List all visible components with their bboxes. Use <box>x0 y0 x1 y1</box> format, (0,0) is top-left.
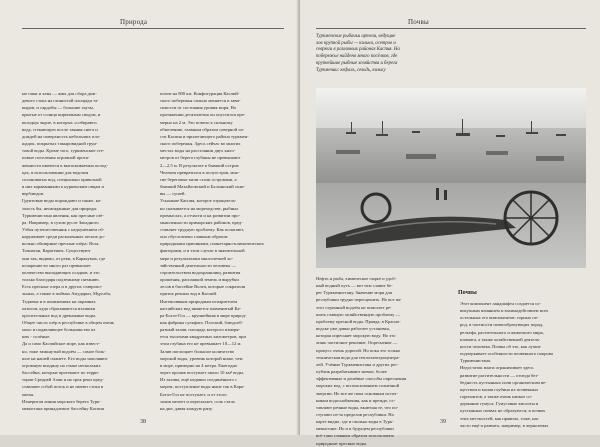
text-line: девого стока на глинистой площади та- <box>22 98 99 104</box>
text-line: вольно обширные пресные озёра: Ясха, <box>22 241 100 247</box>
text-line: оно обусловлено главным образом <box>160 234 228 240</box>
text-line: род, в частности почвообразующих пород, <box>460 322 544 328</box>
text-line: только благодаря подземному питанию. <box>22 277 100 283</box>
text-line: количество выпадающих осадков, и это <box>22 269 100 275</box>
text-line: Нефть и рыба, химическое сырьё и удоб- <box>316 276 397 281</box>
text-line: ского побережья сильно меняется в зави- <box>160 98 241 104</box>
right-header-rule <box>316 28 586 29</box>
text-line: Этот компонент ландшафта создается со- <box>460 301 541 306</box>
text-line: ности человека. Почвы об это, как лучше <box>460 343 541 349</box>
text-line: 2—2,5 м. В результате в бывший остров <box>160 162 239 168</box>
text-line: каспийских вод является знаменитый Ка- <box>160 305 242 311</box>
text-line: промыслах, а отчасти и на развитии про- <box>160 212 241 218</box>
text-line: ступают из-за пределов республики. На <box>316 411 394 417</box>
text-line: развитие растительности — отсюда без- <box>460 372 539 378</box>
left-page <box>0 0 300 435</box>
text-line: мышленности приморских районов, пред- <box>160 219 243 225</box>
left-column-1 <box>22 90 146 420</box>
text-line: обмелению, главным образом северной ча- <box>160 126 245 132</box>
text-line: ского побережья. Здесь сейчас во многих <box>160 141 241 147</box>
text-line: Узбоя путешественник с недоумением об- <box>22 226 105 232</box>
text-line: шое на нашей планете. Его воды заполняют <box>22 355 108 361</box>
text-line: Челекен превратился в полуостров, мно- <box>160 169 240 175</box>
text-line: Есть пресные озера и в других ставропо- <box>22 284 103 290</box>
text-line: мере и результатами многолетней хо- <box>160 255 234 261</box>
text-line: наруживает среди раскаленных песков до- <box>22 234 106 240</box>
caption-line: лов крупной рыбы — кильки, осетров и <box>316 40 396 46</box>
text-line: часто ещё и развито, например, в черноземах <box>460 422 549 428</box>
text-line: рельефа, растительного и животного мира, <box>460 329 544 335</box>
text-line: них - солёные. <box>22 334 51 340</box>
text-line: подчеркивает особенности почвенного покрова <box>460 351 553 357</box>
text-line: ставляют собой поток и не имеют стока в <box>22 384 104 390</box>
text-line: воду, стекающую после таяния снега и <box>22 126 98 132</box>
text-line: мерно на 2 м. Это повело к сильному <box>160 119 233 125</box>
text-line: республики трудно переоценить. Но все же <box>316 297 401 303</box>
text-line: метров от берега глубины не превышают <box>160 155 241 161</box>
text-line: эффективные и дешёвые способы опреснения <box>316 376 407 382</box>
text-line: бедность пустынных почв органическим ве- <box>460 379 547 385</box>
text-line: держание гумуса. Гумусовые кислоты в <box>460 401 539 407</box>
text-line: проблему пресной воды. Правда, в Красно- <box>316 318 401 324</box>
text-line: местах воды на расстоянии двух кило- <box>160 148 236 154</box>
text-line: морских вод, с использованием солнечной <box>316 383 400 389</box>
text-line: льных, а также в поймах Амударьи, Мургаба, <box>22 291 112 297</box>
text-line: ра-Богаз-Гол — крупнейшая в мире природ- <box>160 312 247 318</box>
text-line: публик разрабатывают новые, более <box>316 369 387 375</box>
text-line: ный водный путь — вот чем славит бе- <box>316 283 393 289</box>
text-line: через пролив поступает около 10 км³ воды. <box>160 370 245 376</box>
text-line: бывший Махайловский и Балханский зали- <box>160 184 245 190</box>
text-line: остальных его компонентов: горных по- <box>460 315 539 321</box>
text-line: ра. Например, в сухом русле Западного <box>22 219 99 225</box>
text-line: в них караванными к куркенским овцам и <box>22 184 104 190</box>
text-line: почти на 800 км. Конфигурация Каспий- <box>160 91 240 96</box>
text-line: Богаз-Гол не поступает, и от этого <box>160 391 227 397</box>
text-line: Общее число озёр в республике в общем очень <box>22 320 115 325</box>
text-line: симости от состояния уровня моря. На <box>160 105 236 111</box>
right-column-1 <box>316 275 446 446</box>
text-line: цах, в использовании для водопоя <box>22 169 89 175</box>
text-line: в море, примерно на 4 метра. Ежегодно <box>160 362 238 368</box>
text-line: морской воды, уровень которой ниже, чем <box>160 355 243 361</box>
text-line: строительством водохранилищ, развития <box>160 269 241 275</box>
text-line: природными причинами, планетарно-климатических <box>160 241 264 247</box>
text-line: климата, а также хозяйственной деятель- <box>460 336 541 342</box>
text-line: процесс очень дорогой. Но пока это только <box>316 347 401 353</box>
text-line: крытые от солнца кирпичным сводом, и <box>22 112 101 118</box>
text-line: колодцы чирле, в которых «собирают» <box>22 119 98 125</box>
text-line: водске уже давно работает установка, <box>316 326 390 332</box>
text-line: верблюдов. <box>22 191 45 197</box>
text-line: зяйственной деятельности человека — <box>160 262 236 268</box>
photo-caption <box>316 34 556 74</box>
text-line: ется тысячами квадратных километров, при <box>160 334 246 340</box>
text-line: ная фабрика сульфата. Плоский, блюдооб- <box>160 320 243 325</box>
text-line: сти Каспия и прилегающего района туркмен- <box>160 133 249 139</box>
text-line: кыров, и сардобы — большие хаузы, <box>22 105 94 111</box>
text-line: морем, поступление воды ныне так в Кара- <box>160 384 245 390</box>
section-title-pochvy: Почвы <box>458 290 477 296</box>
text-line: менистане. Но и в будущем республики <box>316 426 394 432</box>
text-line: ществом и малая глубина их почвенных <box>460 386 539 392</box>
caption-line: крупнейшие рыбные хозяйства и берега <box>316 60 398 66</box>
text-line: приток речных вод в Каспий. <box>160 291 218 297</box>
caption-line: побережье найдено много посёлков, где <box>316 54 398 60</box>
caption-line: севрюги в различных районах Каспия. На <box>316 47 400 53</box>
text-line: испарение во много раз превышает <box>22 262 91 268</box>
text-line: Туркменистана. <box>460 358 492 364</box>
text-line: женности имеются в вытаскиваемых колод- <box>22 162 108 168</box>
text-line: гие береговые мели стали островами, а <box>160 176 237 182</box>
text-line: всё-таки главным образом использовать <box>316 433 395 439</box>
text-line: на дне, давая каждую рапу. <box>160 405 213 411</box>
photo-illustration <box>316 88 586 268</box>
text-line: рег Туркменистану. Значение моря для <box>316 290 392 296</box>
text-line: Из залива, ещё недавно соединённого с <box>160 377 238 383</box>
right-page-number: 39 <box>440 419 446 425</box>
text-line: бассейна, которые протекают по терри- <box>22 370 100 376</box>
text-line: океан. <box>22 391 35 397</box>
text-line: товой воды. Кроме того, туркменские сте- <box>22 148 105 154</box>
text-line: энергии. Но все же пока основным источ- <box>316 390 398 396</box>
left-page-number: 38 <box>140 419 146 425</box>
text-line: Залив поглощает большое количество <box>160 348 235 354</box>
text-line: лесов в бассейне Волги, которые сократили <box>160 284 246 290</box>
text-line: Теджена и в понижениях на окраинах <box>22 298 96 304</box>
text-line: Туркменистана явления, как пресные озё- <box>22 212 104 218</box>
text-line: протяжении десятилетия он опустился пре- <box>160 112 246 118</box>
text-line: но сказывается на мореходстве, рыбных <box>160 205 239 211</box>
text-line: этих местностей, как правило, тоже, нас <box>460 415 539 421</box>
left-header-rule <box>22 28 284 29</box>
text-line: шить главную хозяйственную проблему — <box>316 311 401 317</box>
text-line: тавляют речные воды, включая те, что по- <box>316 404 399 410</box>
caption-line: Туркменские рыбачьи артели, ведущие <box>316 34 396 39</box>
text-line: ставляет трудную проблему. Как полагают, <box>160 226 245 232</box>
text-line: вокупным влиянием и взаимодействием всех <box>460 308 549 314</box>
text-line: огромную впадину на стыке нескольких <box>22 362 101 368</box>
text-line: лишь частичное решение. Опреснение — <box>316 340 398 346</box>
text-line: менистана принадлежит бассейну Каспия <box>22 405 104 411</box>
left-page-header: Природа <box>120 18 148 26</box>
text-line: повые поселения огромной протя- <box>22 155 90 161</box>
fishing-boats-photo <box>316 88 586 268</box>
text-line: Интенсивным природным испарителем <box>160 298 238 304</box>
text-line: оазисов, куда сбрасываются излишки <box>22 305 96 311</box>
text-line: лей. Учёные Туркменистана и других рес- <box>316 361 399 367</box>
text-line: Топиатан, Каратешек. Существуют <box>22 248 91 254</box>
text-line: Да и само Каспийское море, как извест- <box>22 341 101 347</box>
text-line: дождей на поверхность небольших пло- <box>22 133 101 139</box>
text-line: Усыхание Каспия, которое отрицатель- <box>160 198 237 204</box>
right-page-header: Почвы <box>408 18 429 26</box>
right-column-2 <box>460 300 588 428</box>
text-line: этом глубина его не превышает 10—12 м. <box>160 341 242 347</box>
text-line: оросительных вод и дренажные воды. <box>22 312 97 318</box>
text-line: ые паки и хазы — ямы для сбора дож- <box>22 91 97 96</box>
text-line: вы — сушей. <box>160 191 186 197</box>
text-line: пустынных почвах не образуются; в почвах <box>460 408 546 414</box>
text-line: техническая вода для теплоэлектроцентра- <box>316 354 400 360</box>
text-line: они так, видимо, от реки, в Каракумах, где <box>22 255 106 261</box>
text-line: Грунтовые воды порождают и также, ка- <box>22 198 102 204</box>
text-line: залось бы, неожиданные для природы <box>22 205 97 211</box>
text-line: Измеритая линия морского берега Турк- <box>22 398 101 404</box>
text-line: щадок, покрытых такыровидной грун- <box>22 141 98 147</box>
text-line: залив мелеет и пересыхает, соль стала <box>160 398 235 404</box>
text-line: этот огромный водоём не помогает ре- <box>316 304 392 310</box>
text-line: орошения, распашкой земель и вырубки <box>160 277 239 283</box>
text-line: факторами, и в этом случае в значительной <box>160 248 245 254</box>
text-line: мало и подавляющее большинство из <box>22 327 96 333</box>
text-line: разный залив, площадь которого измеря- <box>160 327 240 333</box>
text-line: но, тоже замкнутый водоём — самое боль- <box>22 348 106 354</box>
text-line: тории Средней Азии и на срок реки пред- <box>22 377 104 383</box>
text-line: карте видно, где и сколько воды в Турк- <box>316 419 394 425</box>
text-line: Недостаток влаги ограничивает здесь <box>460 365 534 371</box>
caption-line: Туркмении: кефаль, сельдь, кильку <box>316 67 386 73</box>
text-line: горизонтов, а также очень низкое со- <box>460 394 533 400</box>
left-column-2 <box>160 90 286 420</box>
text-line: природные пресные воды. <box>316 440 368 446</box>
text-line: солоноватых вод, специально привозной <box>22 176 102 182</box>
text-line: которая опресняет морскую воду. Но это <box>316 333 396 339</box>
text-line: ником водоснабжения, как и прежде, ос- <box>316 397 396 403</box>
